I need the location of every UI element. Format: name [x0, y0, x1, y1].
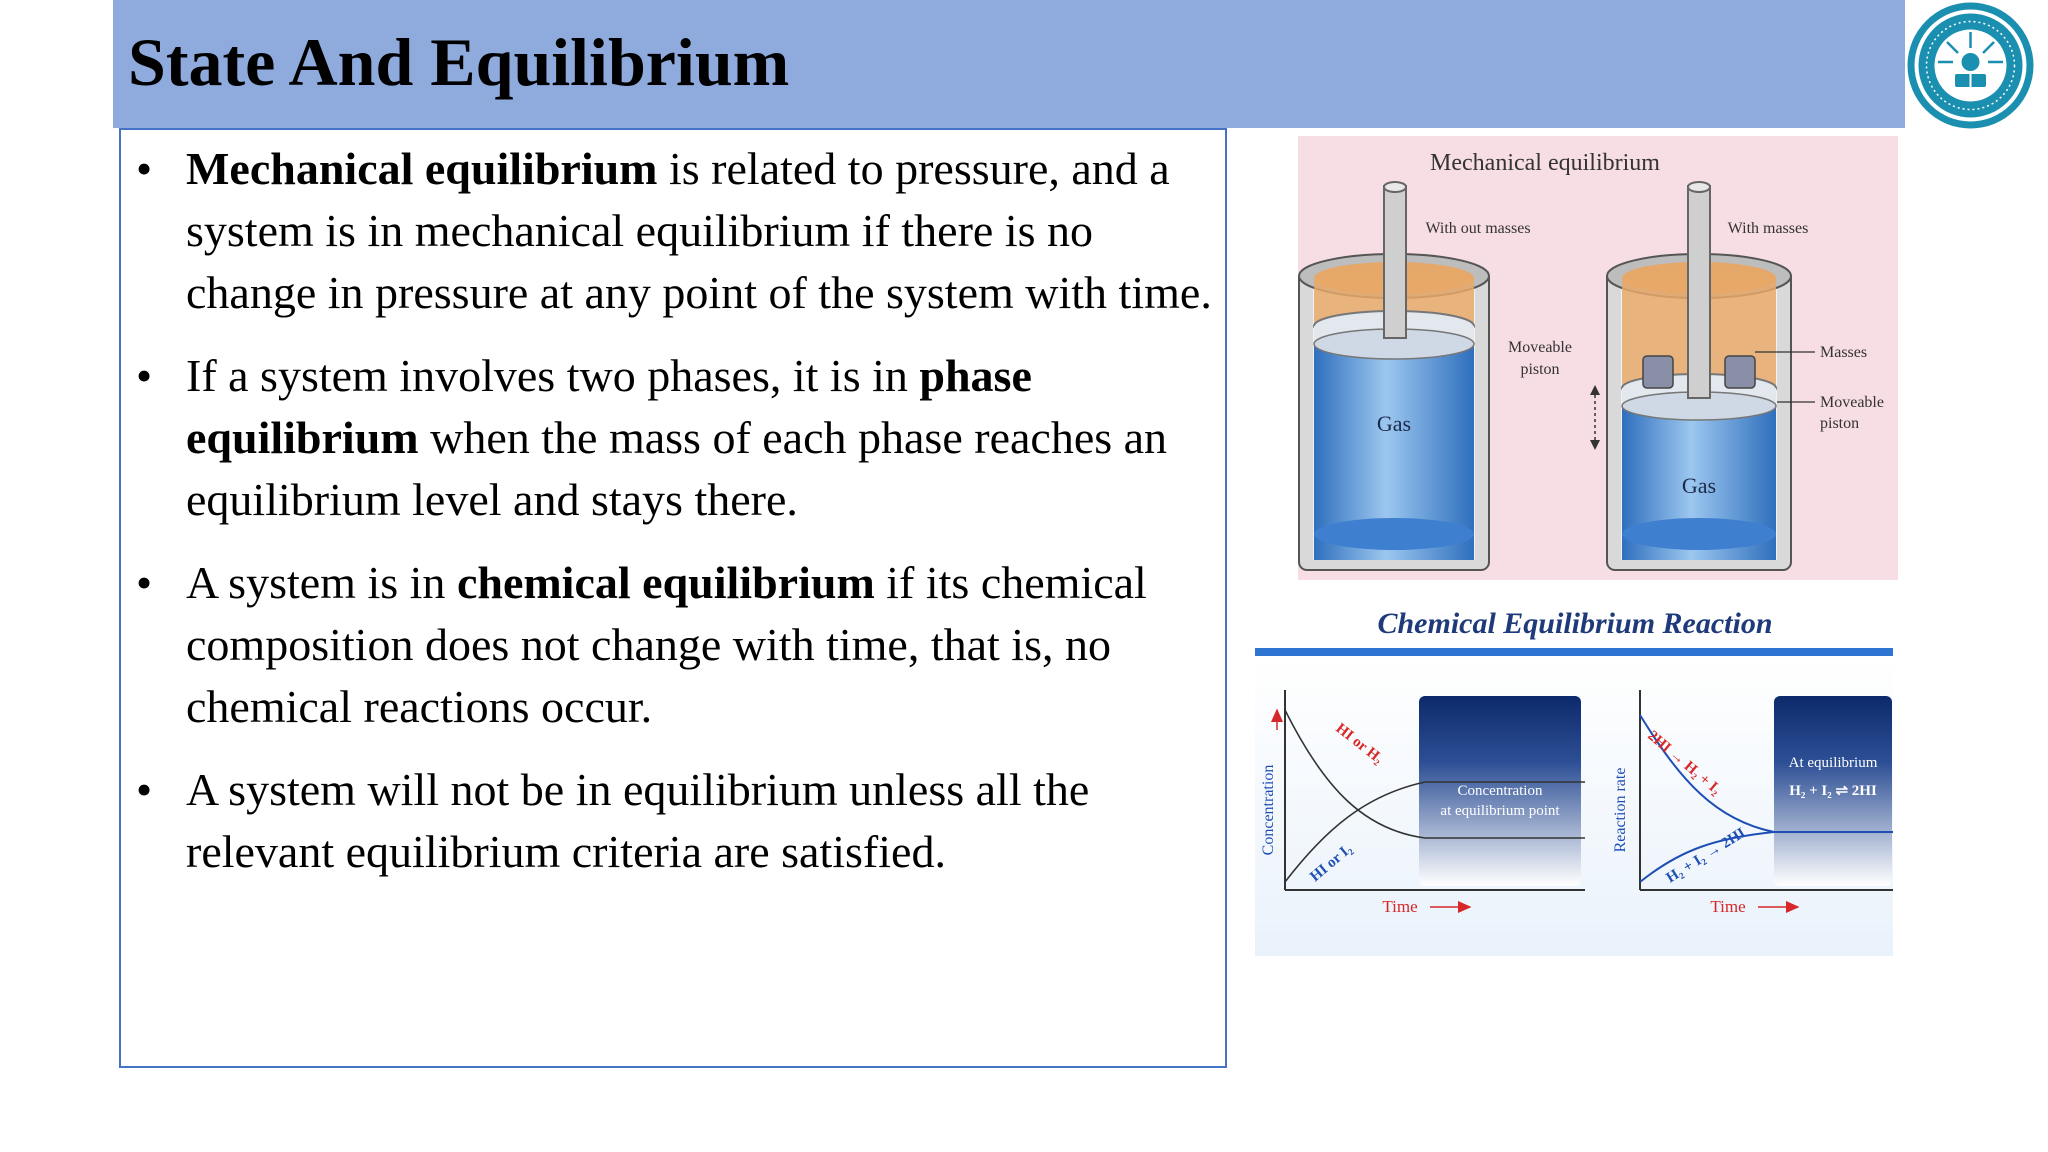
bullet-text: if its chemical composition does not change with time, that is, no chemical reactions occur. [186, 557, 1147, 732]
bullet-phase-equilibrium [134, 345, 1224, 531]
left-box-line1: Concentration [1457, 783, 1543, 799]
piston-label-line1: Moveable [1508, 339, 1572, 356]
bullet-bold-term: Mechanical equilibrium [186, 143, 658, 194]
slide-title: State And Equilibrium [128, 24, 790, 100]
equilibrium-figures [1255, 130, 1905, 960]
bullet-text: If a system involves two phases, it is in [186, 350, 920, 401]
bullet-mechanical-equilibrium [134, 138, 1224, 324]
gas-label-right: Gas [1681, 473, 1717, 498]
right-top-curve-label: 2HI → H₂ + I₂ [1644, 727, 1724, 798]
right-piston-label-line1: Moveable [1820, 394, 1884, 411]
right-bottom-curve-label: H₂ + I₂ → 2HI [1663, 825, 1749, 887]
bullet-chemical-equilibrium [134, 552, 1224, 738]
figure2-title: Chemical Equilibrium Reaction [1377, 607, 1773, 640]
right-box-line1: At equilibrium [1788, 755, 1878, 771]
title-bar [113, 0, 1905, 128]
masses-label: Masses [1820, 344, 1868, 361]
left-bottom-curve-label: HI or I₂ [1307, 841, 1356, 886]
left-xlabel: Time [1382, 897, 1418, 916]
mechanical-equilibrium-diagram [1298, 136, 1898, 580]
bullet-bold-term: chemical equilibrium [456, 557, 875, 608]
figure2-band [1255, 648, 1893, 656]
right-xlabel: Time [1710, 897, 1746, 916]
bullet-all-criteria [134, 759, 1224, 883]
bullet-text: is related to pressure, and a system is in mechanical equilibrium if there is no change in pressure at any point of the system with time. [186, 143, 1212, 318]
figure1-title: Mechanical equilibrium [1430, 150, 1660, 176]
university-seal-icon [1905, 0, 2036, 131]
right-caption: With masses [1727, 220, 1809, 237]
bullet-list [134, 138, 1224, 904]
bullet-text: A system is in [186, 557, 457, 608]
right-box-line2: H₂ + I₂ ⇌ 2HI [1789, 783, 1877, 799]
left-top-curve-label: HI or H₂ [1332, 720, 1386, 768]
left-ylabel: Concentration [1260, 764, 1277, 856]
left-caption: With out masses [1425, 220, 1531, 237]
bullet-bold-term: phase equilibrium [186, 350, 1032, 463]
gas-label-left: Gas [1376, 411, 1412, 436]
chemical-equilibrium-diagram [1255, 607, 1893, 956]
right-piston-label-line2: piston [1820, 415, 1860, 432]
left-box-line2: at equilibrium point [1440, 803, 1560, 819]
right-ylabel: Reaction rate [1612, 767, 1629, 853]
piston-label-line2: piston [1520, 361, 1560, 378]
bullet-text: when the mass of each phase reaches an equilibrium level and stays there. [186, 412, 1168, 525]
content-box [119, 128, 1227, 1068]
bullet-text: A system will not be in equilibrium unless all the relevant equilibrium criteria are satisfied. [186, 764, 1090, 877]
